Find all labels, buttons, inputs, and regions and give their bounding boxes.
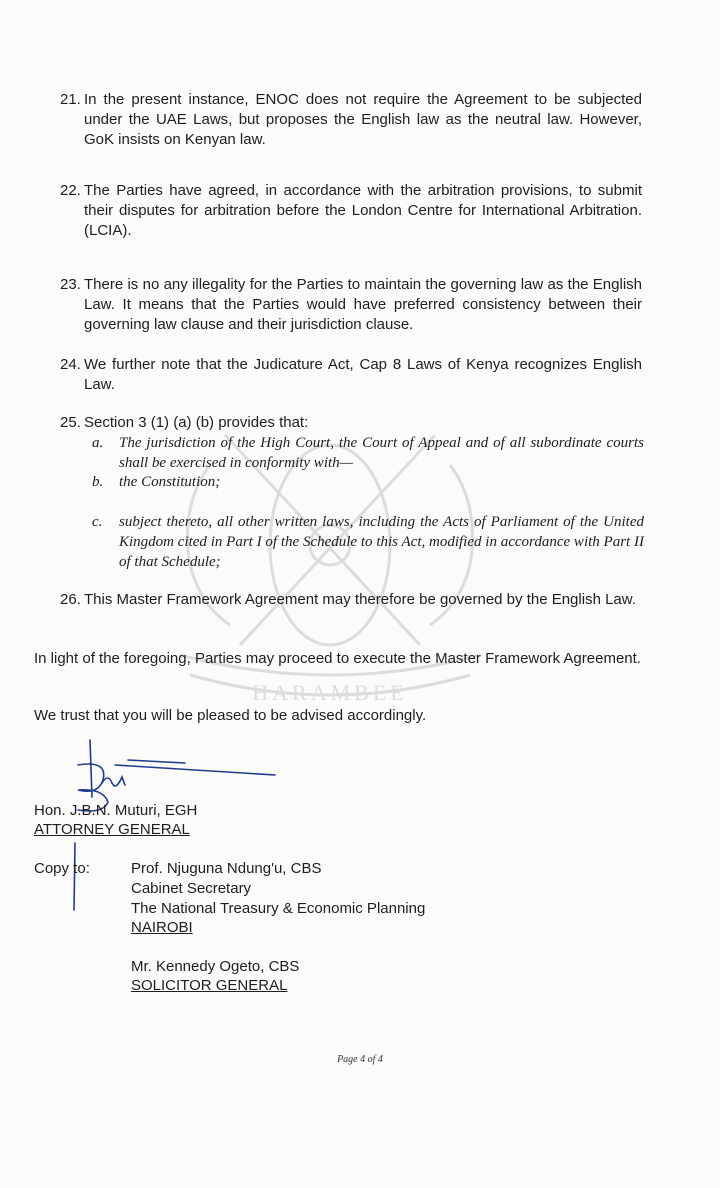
paragraph-number: 22. xyxy=(60,182,81,199)
watermark-motto: HARAMBEE xyxy=(252,680,408,705)
paragraph-26 xyxy=(60,590,642,610)
paragraph-number: 21. xyxy=(60,91,81,108)
page-number: Page 4 of 4 xyxy=(337,1054,383,1065)
closing-remark: We trust that you will be pleased to be advised accordingly. xyxy=(34,707,427,724)
signatory-title: ATTORNEY GENERAL xyxy=(34,821,190,838)
subitem-letter: b. xyxy=(92,474,104,490)
paragraph-text: Section 3 (1) (a) (b) provides that: xyxy=(84,414,309,431)
paragraph-text: We further note that the Judicature Act, Cap 8 Laws of Kenya recognizes English Law. xyxy=(84,356,642,393)
subitem-a xyxy=(92,433,644,473)
paragraph-24 xyxy=(60,355,642,395)
paragraph-text: In the present instance, ENOC does not require the Agreement to be subjected under the UAE Laws, but proposes the English law as the neutral law. However, GoK insists on Kenyan law. xyxy=(84,91,642,148)
paragraph-22 xyxy=(60,181,642,241)
recipient-1-role: Cabinet Secretary xyxy=(131,880,252,897)
paragraph-21 xyxy=(60,90,642,150)
subitem-text: subject thereto, all other written laws, including the Acts of Parliament of the United Kingdom cited in Part I of the Schedule to this Act, modified in accordance with Part II of that Schedule; xyxy=(119,514,644,570)
subitem-letter: a. xyxy=(92,435,104,451)
recipient-1-ministry: The National Treasury & Economic Planning xyxy=(131,900,426,917)
copy-to-label: Copy to: xyxy=(34,860,90,877)
signatory-name: Hon. J.B.N. Muturi, EGH xyxy=(34,802,198,819)
paragraph-text: This Master Framework Agreement may therefore be governed by the English Law. xyxy=(84,591,636,608)
recipient-2-name: Mr. Kennedy Ogeto, CBS xyxy=(131,958,300,975)
paragraph-25 xyxy=(60,413,642,433)
paragraph-text: The Parties have agreed, in accordance with the arbitration provisions, to submit their disputes for arbitration before the London Centre for International Arbitration. (LCIA). xyxy=(84,182,642,239)
subitem-letter: c. xyxy=(92,514,103,530)
subitem-text: The jurisdiction of the High Court, the Court of Appeal and of all subordinate courts shall be exercised in conformity with— xyxy=(119,435,644,471)
subitem-c xyxy=(92,512,644,572)
paragraph-23 xyxy=(60,275,642,335)
subitem-b xyxy=(92,472,644,492)
paragraph-number: 25. xyxy=(60,414,81,431)
paragraph-number: 24. xyxy=(60,356,81,373)
recipient-1-name: Prof. Njuguna Ndung'u, CBS xyxy=(131,860,322,877)
recipient-2-title: SOLICITOR GENERAL xyxy=(131,977,288,994)
paragraph-text: There is no any illegality for the Parties to maintain the governing law as the English Law. It means that the Parties would have preferred consistency between their governing law clause and their jurisdiction clause. xyxy=(84,276,642,333)
recipient-1-city: NAIROBI xyxy=(131,919,193,936)
closing-paragraph: In light of the foregoing, Parties may proceed to execute the Master Framework Agreement. xyxy=(34,650,641,667)
paragraph-number: 26. xyxy=(60,591,81,608)
subitem-text: the Constitution; xyxy=(119,474,221,490)
paragraph-number: 23. xyxy=(60,276,81,293)
